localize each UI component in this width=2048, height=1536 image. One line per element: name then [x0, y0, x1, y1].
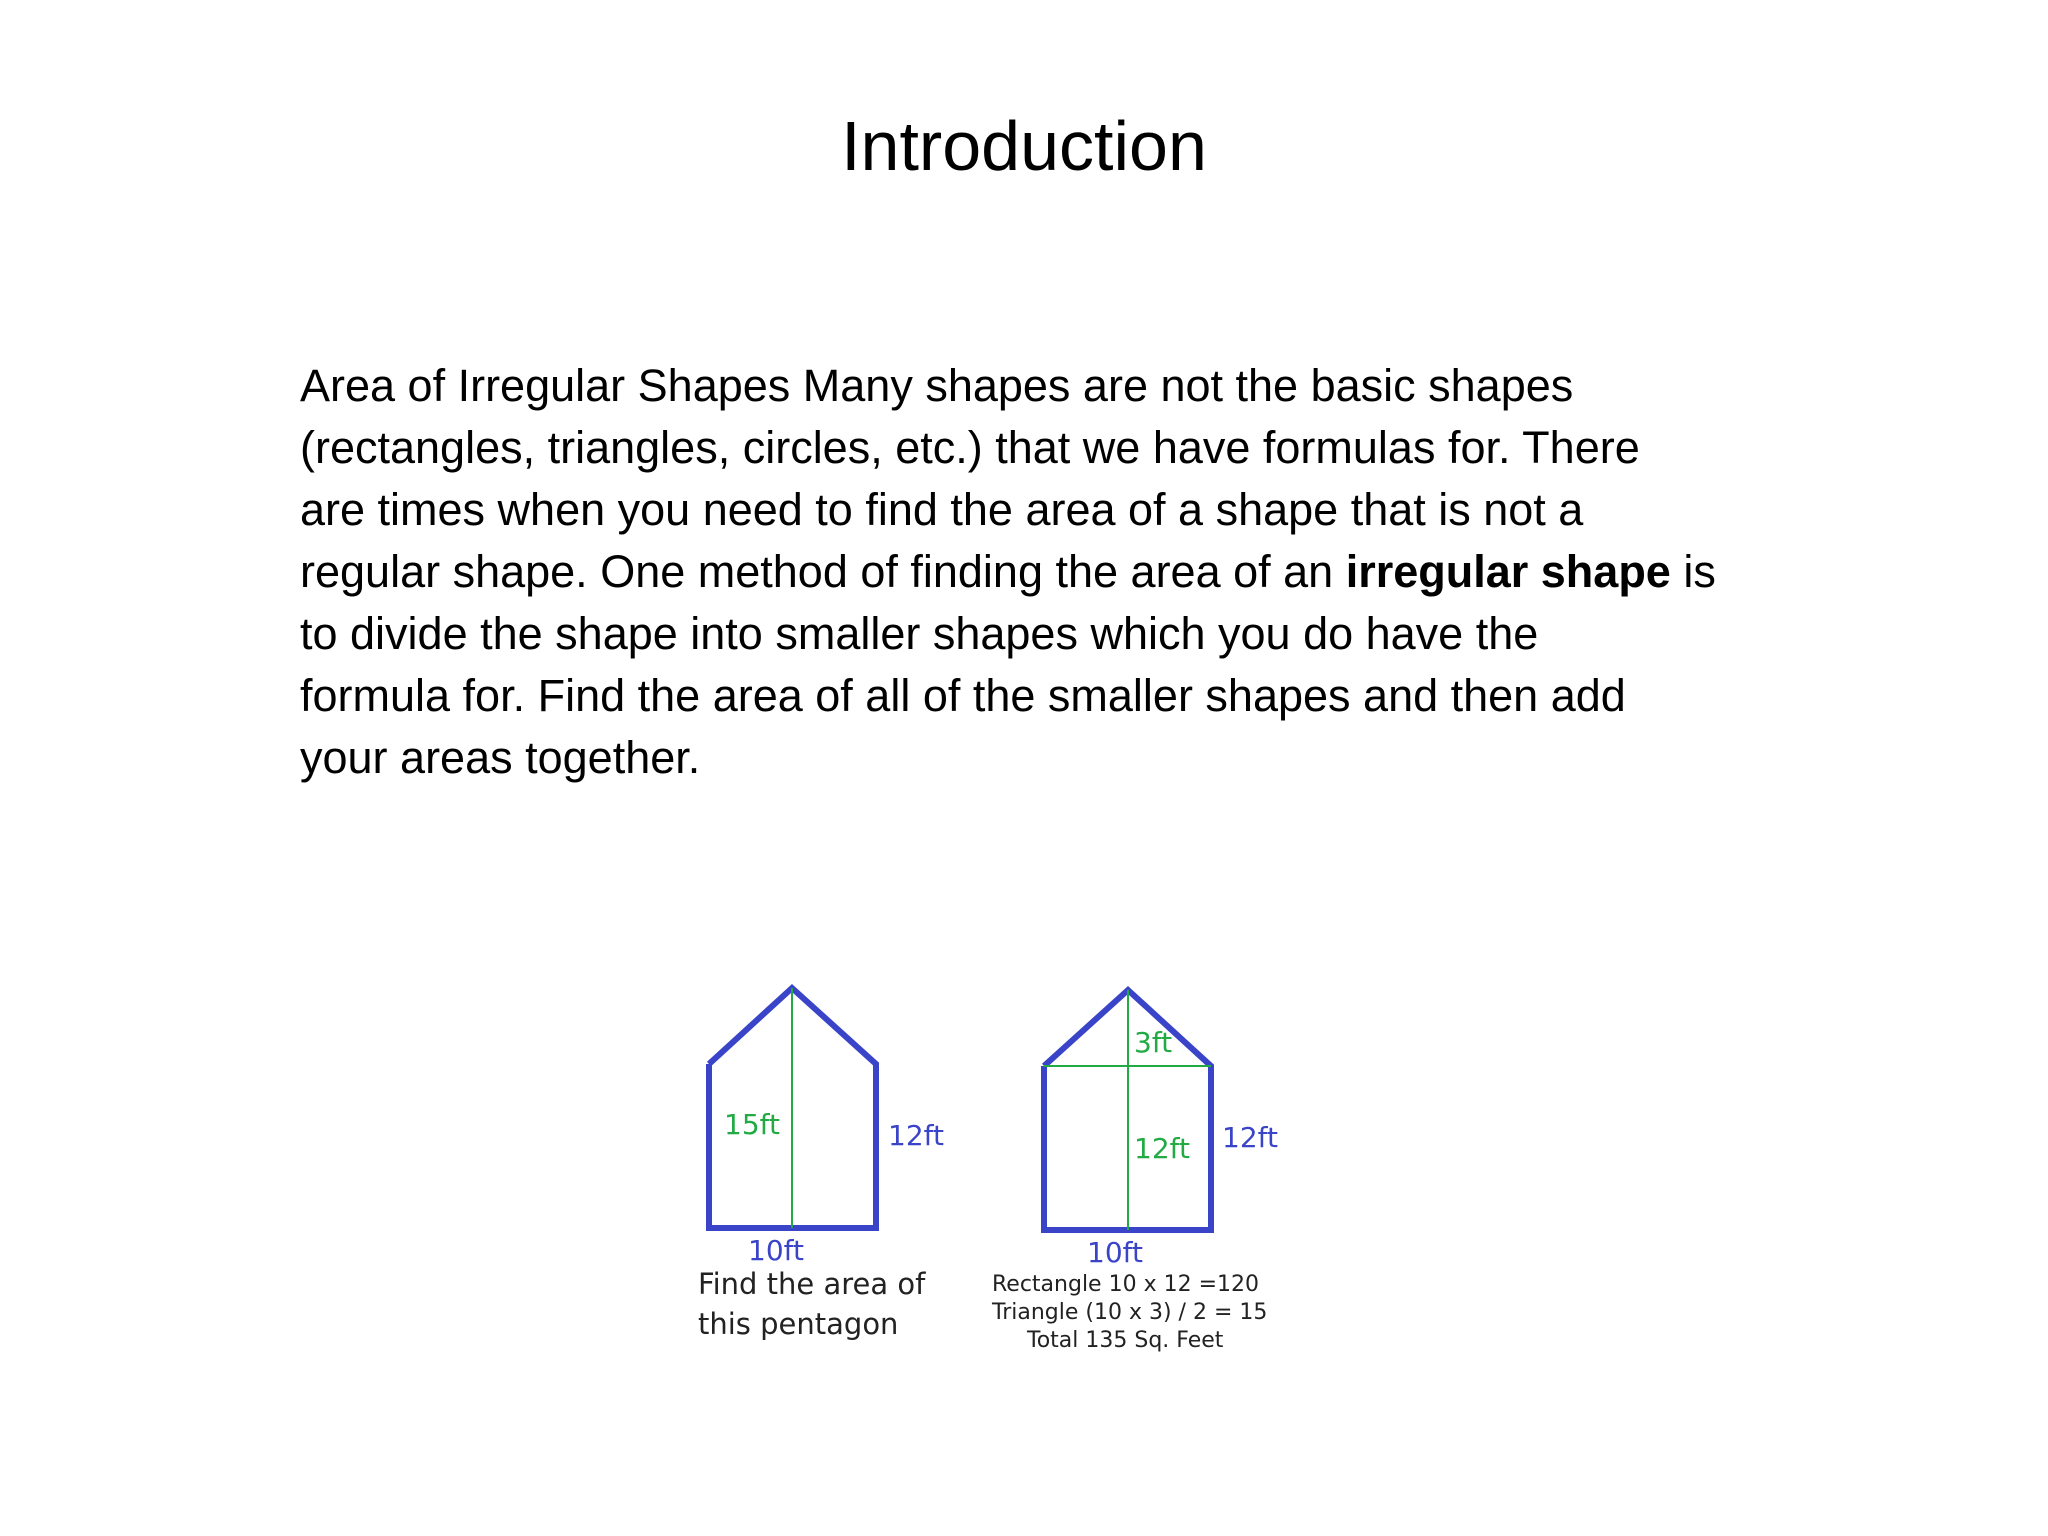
left-side-label: 12ft: [888, 1119, 944, 1152]
body-line-4-end: is: [1670, 546, 1716, 597]
body-line-7: your areas together.: [300, 732, 701, 783]
pentagon-area-figure: [690, 970, 1330, 1390]
body-line-5: to divide the shape into smaller shapes which you do have the: [300, 608, 1539, 659]
right-calc-line-1: Rectangle 10 x 12 =120: [992, 1272, 1259, 1297]
right-triangle-height-label: 3ft: [1134, 1026, 1173, 1059]
right-calc-line-3: Total 135 Sq. Feet: [1027, 1328, 1224, 1353]
body-line-4: [300, 541, 1840, 603]
body-line-3: are times when you need to find the area of a shape that is not a: [300, 484, 1584, 535]
pentagon-diagram: [690, 970, 1330, 1390]
body-line-4-start: regular shape. One method of finding the area of an: [300, 546, 1346, 597]
body-line-6: formula for. Find the area of all of the smaller shapes and then add: [300, 670, 1626, 721]
left-caption-line-1: Find the area of: [698, 1267, 926, 1301]
left-caption-line-2: this pentagon: [698, 1307, 899, 1341]
slide-body-text: [300, 355, 1840, 789]
right-side-label: 12ft: [1222, 1121, 1278, 1154]
body-line-1: Area of Irregular Shapes Many shapes are not the basic shapes: [300, 360, 1574, 411]
right-pentagon: [991, 990, 1278, 1353]
left-base-label: 10ft: [748, 1234, 804, 1267]
left-pentagon: [698, 988, 944, 1341]
irregular-shape-term: irregular shape: [1345, 546, 1671, 597]
body-line-2: (rectangles, triangles, circles, etc.) that we have formulas for. There: [300, 422, 1640, 473]
right-rect-height-label: 12ft: [1134, 1132, 1190, 1165]
right-calc-line-2: Triangle (10 x 3) / 2 = 15: [992, 1300, 1268, 1325]
right-base-label: 10ft: [1087, 1236, 1143, 1269]
slide-title: Introduction: [841, 107, 1207, 185]
left-height-label: 15ft: [724, 1108, 780, 1141]
